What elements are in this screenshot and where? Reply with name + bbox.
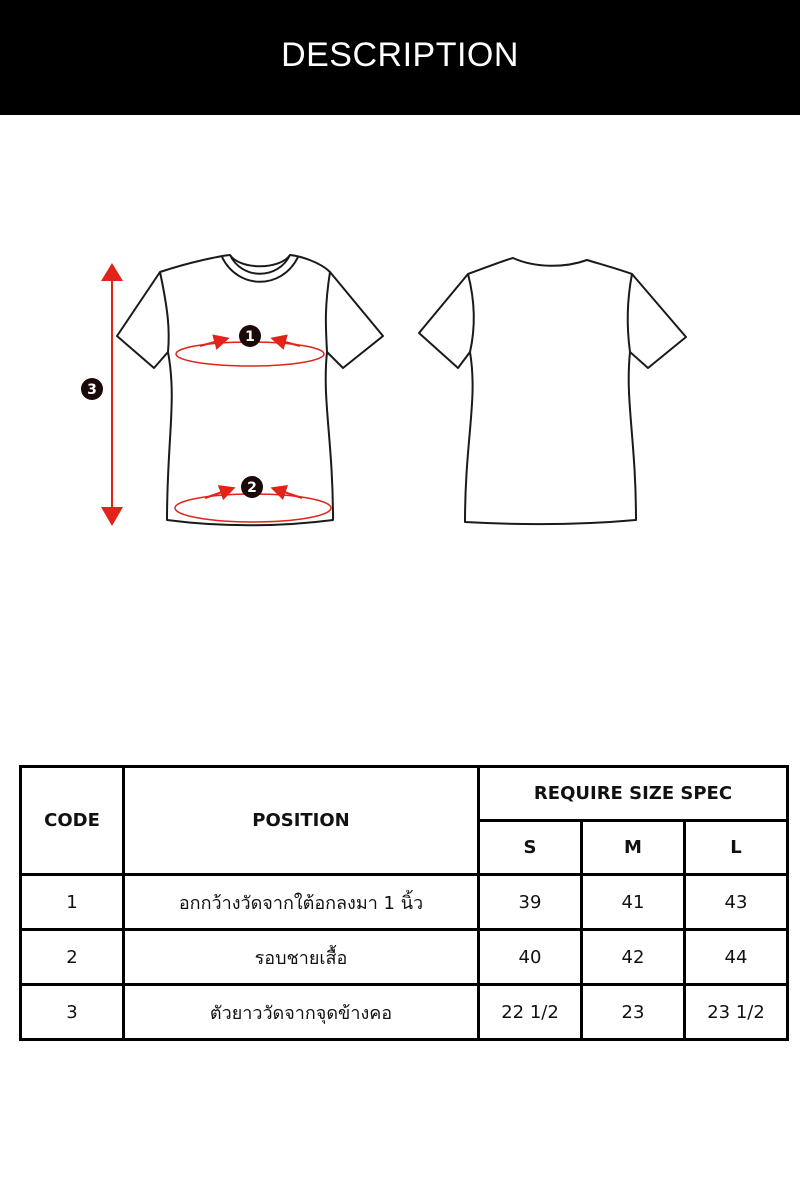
row-size-m: 41 (582, 875, 685, 930)
row-size-s: 22 1/2 (479, 985, 582, 1040)
header-size-l: L (685, 821, 788, 875)
header-position: POSITION (124, 767, 479, 875)
row-size-l: 44 (685, 930, 788, 985)
row-size-l: 23 1/2 (685, 985, 788, 1040)
marker-1-label: 1 (245, 329, 255, 345)
row-size-s: 40 (479, 930, 582, 985)
back-tshirt-outline (419, 258, 686, 524)
table-row (21, 985, 788, 1040)
table-row (21, 930, 788, 985)
row-size-s: 39 (479, 875, 582, 930)
table-row (21, 875, 788, 930)
marker-3-label: 3 (87, 382, 97, 398)
tshirt-diagram-svg (0, 240, 800, 540)
hem-measure (175, 476, 331, 522)
table-header-row (21, 767, 788, 821)
header-size-s: S (479, 821, 582, 875)
length-measure (81, 263, 123, 526)
arrow-down-icon (101, 507, 123, 526)
header-size-m: M (582, 821, 685, 875)
marker-2-label: 2 (247, 480, 257, 496)
size-spec-table (19, 765, 789, 1041)
garment-diagram (0, 240, 800, 540)
row-size-m: 23 (582, 985, 685, 1040)
row-position: รอบชายเสื้อ (124, 930, 479, 985)
row-code: 2 (21, 930, 124, 985)
header-bar (0, 0, 800, 115)
row-size-m: 42 (582, 930, 685, 985)
row-position: ตัวยาววัดจากจุดข้างคอ (124, 985, 479, 1040)
header-require-size-spec: REQUIRE SIZE SPEC (479, 767, 788, 821)
header-code: CODE (21, 767, 124, 875)
arrow-up-icon (101, 263, 123, 281)
row-position: อกกว้างวัดจากใต้อกลงมา 1 นิ้ว (124, 875, 479, 930)
page-title: DESCRIPTION (281, 36, 519, 74)
row-code: 3 (21, 985, 124, 1040)
row-code: 1 (21, 875, 124, 930)
chest-measure (176, 325, 324, 366)
row-size-l: 43 (685, 875, 788, 930)
